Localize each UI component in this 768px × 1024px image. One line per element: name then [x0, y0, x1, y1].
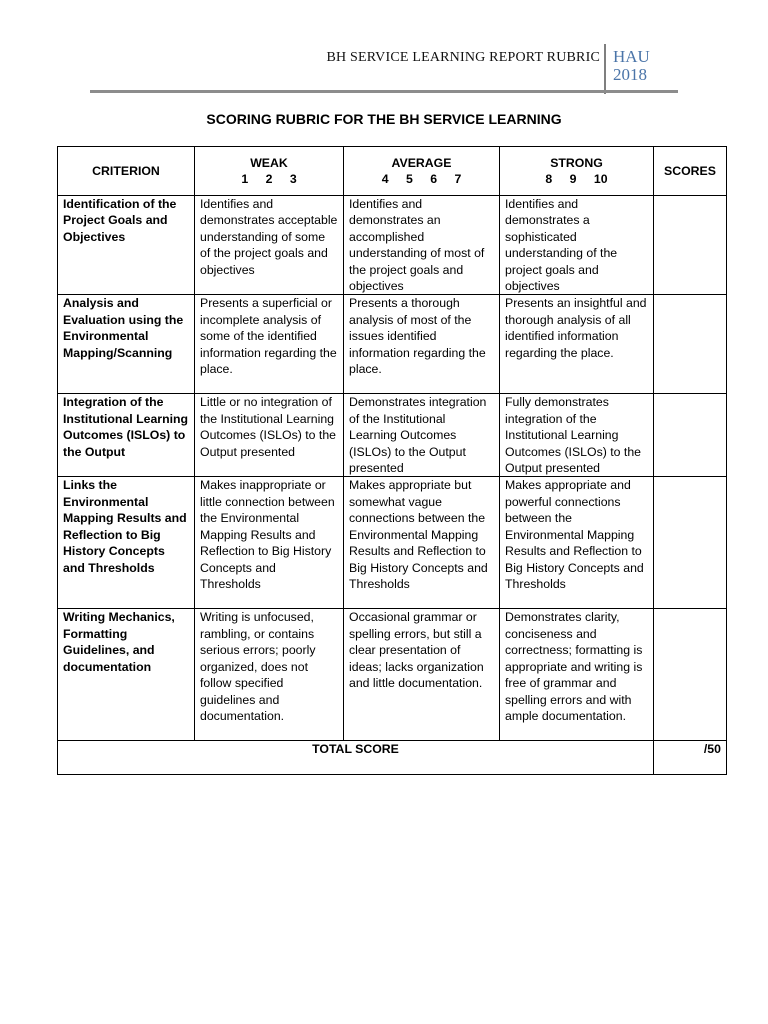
strong-cell: Identifies and demonstrates a sophisticated understanding of the project goals and objectives	[500, 196, 654, 295]
weak-cell: Presents a superficial or incomplete analysis of some of the identified information regarding the place.	[195, 295, 344, 394]
scores-header: SCORES	[654, 147, 727, 196]
table-row	[58, 394, 727, 477]
header-brand-year: 2018	[613, 65, 647, 84]
score-cell[interactable]	[654, 196, 727, 295]
criterion-cell: Identification of the Project Goals and Objectives	[58, 196, 195, 295]
score-cell[interactable]	[654, 394, 727, 477]
total-score-label: TOTAL SCORE	[58, 741, 654, 775]
criterion-cell: Writing Mechanics, Formatting Guidelines, and documentation	[58, 609, 195, 741]
header-row	[58, 147, 727, 196]
average-scale: 4 5 6 7	[381, 172, 462, 186]
criterion-cell: Links the Environmental Mapping Results and Reflection to Big History Concepts and Thresholds	[58, 477, 195, 609]
average-cell: Presents a thorough analysis of most of the issues identified information regarding the place.	[344, 295, 500, 394]
weak-label: WEAK	[250, 155, 288, 170]
table-row	[58, 477, 727, 609]
strong-header	[500, 147, 654, 196]
criterion-cell: Analysis and Evaluation using the Environmental Mapping/Scanning	[58, 295, 195, 394]
average-cell: Makes appropriate but somewhat vague connections between the Environmental Mapping Results and Reflection to Big History Concepts and Thresholds	[344, 477, 500, 609]
header-rule	[90, 90, 678, 93]
average-cell: Demonstrates integration of the Institutional Learning Outcomes (ISLOs) to the Output presented	[344, 394, 500, 477]
average-header	[344, 147, 500, 196]
weak-cell: Little or no integration of the Institutional Learning Outcomes (ISLOs) to the Output presented	[195, 394, 344, 477]
criterion-cell: Integration of the Institutional Learning Outcomes (ISLOs) to the Output	[58, 394, 195, 477]
strong-cell: Presents an insightful and thorough analysis of all identified information regarding the place.	[500, 295, 654, 394]
score-cell[interactable]	[654, 477, 727, 609]
strong-cell: Makes appropriate and powerful connections between the Environmental Mapping Results and Reflection to Big History Concepts and Thresholds	[500, 477, 654, 609]
header-brand-name: HAU	[613, 47, 650, 66]
header-brand	[613, 48, 650, 84]
average-label: AVERAGE	[391, 155, 452, 170]
criterion-header: CRITERION	[58, 147, 195, 196]
weak-scale: 1 2 3	[241, 172, 297, 186]
total-row	[58, 741, 727, 775]
score-cell[interactable]	[654, 295, 727, 394]
document-title: SCORING RUBRIC FOR THE BH SERVICE LEARNING	[206, 111, 562, 127]
strong-cell: Fully demonstrates integration of the Institutional Learning Outcomes (ISLOs) to the Output presented	[500, 394, 654, 477]
weak-cell: Makes inappropriate or little connection between the Environmental Mapping Results and Reflection to Big History Concepts and Thresholds	[195, 477, 344, 609]
table-row	[58, 609, 727, 741]
rubric-table	[57, 146, 727, 775]
strong-cell: Demonstrates clarity, conciseness and correctness; formatting is appropriate and writing is free of grammar and spelling errors and with ample documentation.	[500, 609, 654, 741]
table-row	[58, 295, 727, 394]
header-separator	[604, 44, 606, 94]
average-cell: Identifies and demonstrates an accomplished understanding of most of the project goals and objectives	[344, 196, 500, 295]
weak-cell: Writing is unfocused, rambling, or contains serious errors; poorly organized, does not follow specified guidelines and documentation.	[195, 609, 344, 741]
total-score-value[interactable]: /50	[654, 741, 727, 775]
strong-scale: 8 9 10	[545, 172, 608, 186]
weak-header	[195, 147, 344, 196]
score-cell[interactable]	[654, 609, 727, 741]
strong-label: STRONG	[550, 155, 603, 170]
weak-cell: Identifies and demonstrates acceptable understanding of some of the project goals and objectives	[195, 196, 344, 295]
header-title: BH SERVICE LEARNING REPORT RUBRIC	[326, 50, 600, 65]
average-cell: Occasional grammar or spelling errors, but still a clear presentation of ideas; lacks organization and little documentation.	[344, 609, 500, 741]
table-row	[58, 196, 727, 295]
